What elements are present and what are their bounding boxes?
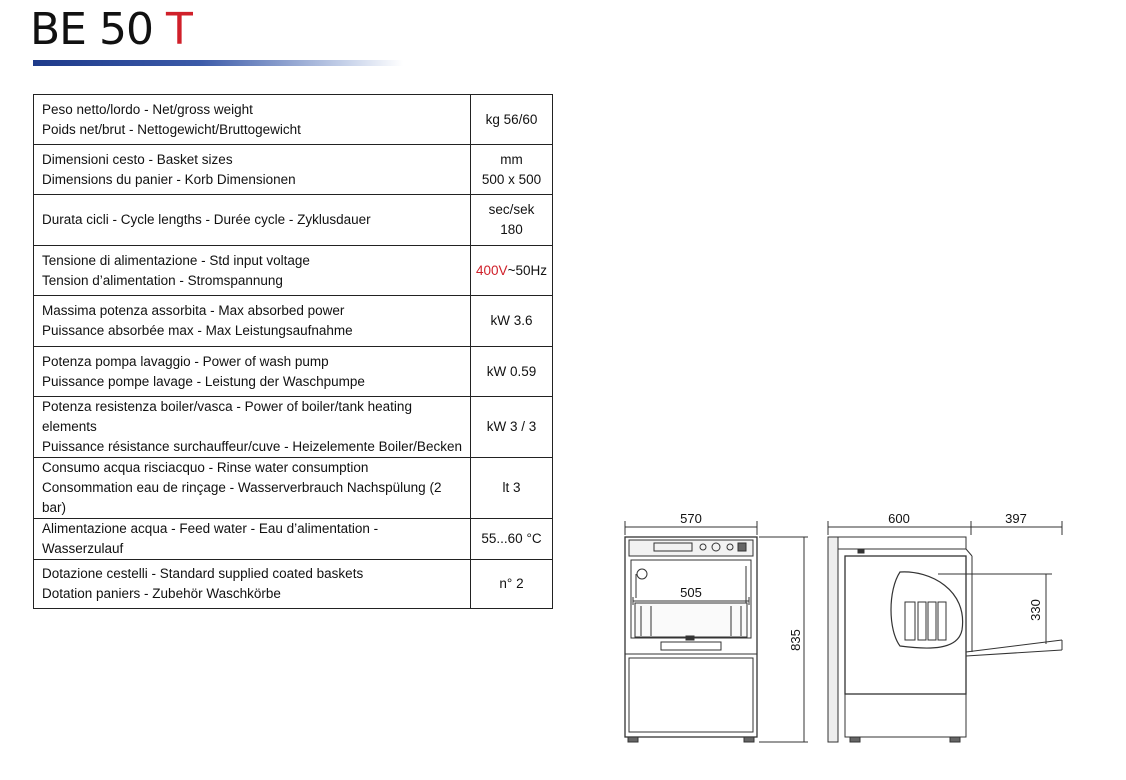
row-value: lt 3 — [502, 480, 521, 495]
row-value: 500 x 500 — [481, 171, 542, 187]
row-label: Puissance pompe lavage - Leistung der Waschpumpe — [42, 373, 365, 389]
row-label: Potenza pompa lavaggio - Power of wash pump — [42, 353, 329, 369]
title-main: BE 50 — [30, 4, 153, 55]
row-value: kg 56/60 — [485, 111, 538, 127]
row-value: kW 3.6 — [490, 313, 533, 328]
row-label: Puissance résistance surchauffeur/cuve - Heizelemente Boiler/Becken — [42, 439, 462, 454]
side-view — [828, 521, 1062, 742]
front-view — [625, 521, 808, 742]
dim-front-width: 570 — [680, 511, 702, 526]
row-value: 180 — [500, 222, 523, 237]
row-label: Massima potenza assorbita - Max absorbed power — [42, 303, 345, 318]
row-value: kW 0.59 — [486, 363, 537, 379]
row-label: Dimensioni cesto - Basket sizes — [42, 151, 233, 167]
row-label: Poids net/brut - Nettogewicht/Bruttogewicht — [42, 121, 301, 137]
row-label: Durata cicli - Cycle lengths - Durée cycle - Zyklusdauer — [42, 212, 371, 227]
row-label: Consumo acqua risciacquo - Rinse water consumption — [42, 460, 369, 475]
dim-side-depth: 600 — [888, 511, 910, 526]
frequency-value: ~50Hz — [507, 262, 547, 278]
row-value: n° 2 — [499, 576, 524, 591]
row-label: Puissance absorbée max - Max Leistungsaufnahme — [42, 323, 353, 338]
row-label: Dotazione cestelli - Standard supplied coated baskets — [42, 566, 364, 581]
row-label: Tension d’alimentation - Stromspannung — [42, 272, 283, 288]
row-label: Peso netto/lordo - Net/gross weight — [42, 101, 253, 117]
dim-door-height: 330 — [1028, 599, 1043, 621]
row-label: Tensione di alimentazione - Std input voltage — [42, 252, 310, 268]
title-accent: T — [165, 4, 192, 55]
row-value: mm — [500, 151, 523, 167]
row-label: Dimensions du panier - Korb Dimensionen — [42, 171, 296, 187]
row-label: Consommation eau de rinçage - Wasserverbrauch Nachspülung (2 bar) — [42, 480, 442, 515]
row-value: kW 3 / 3 — [486, 419, 537, 434]
row-value: 55...60 °C — [481, 531, 542, 546]
dim-height: 835 — [788, 629, 803, 651]
row-label: Dotation paniers - Zubehör Waschkörbe — [42, 586, 281, 601]
row-label: Potenza resistenza boiler/vasca - Power of boiler/tank heating elements — [42, 399, 412, 434]
voltage-value: 400V — [476, 262, 508, 278]
row-label: Alimentazione acqua - Feed water - Eau d’alimentation - Wasserzulauf — [42, 521, 379, 556]
dim-door-open: 397 — [1005, 511, 1027, 526]
dim-basket-width: 505 — [680, 585, 702, 600]
row-value: sec/sek — [488, 202, 535, 217]
